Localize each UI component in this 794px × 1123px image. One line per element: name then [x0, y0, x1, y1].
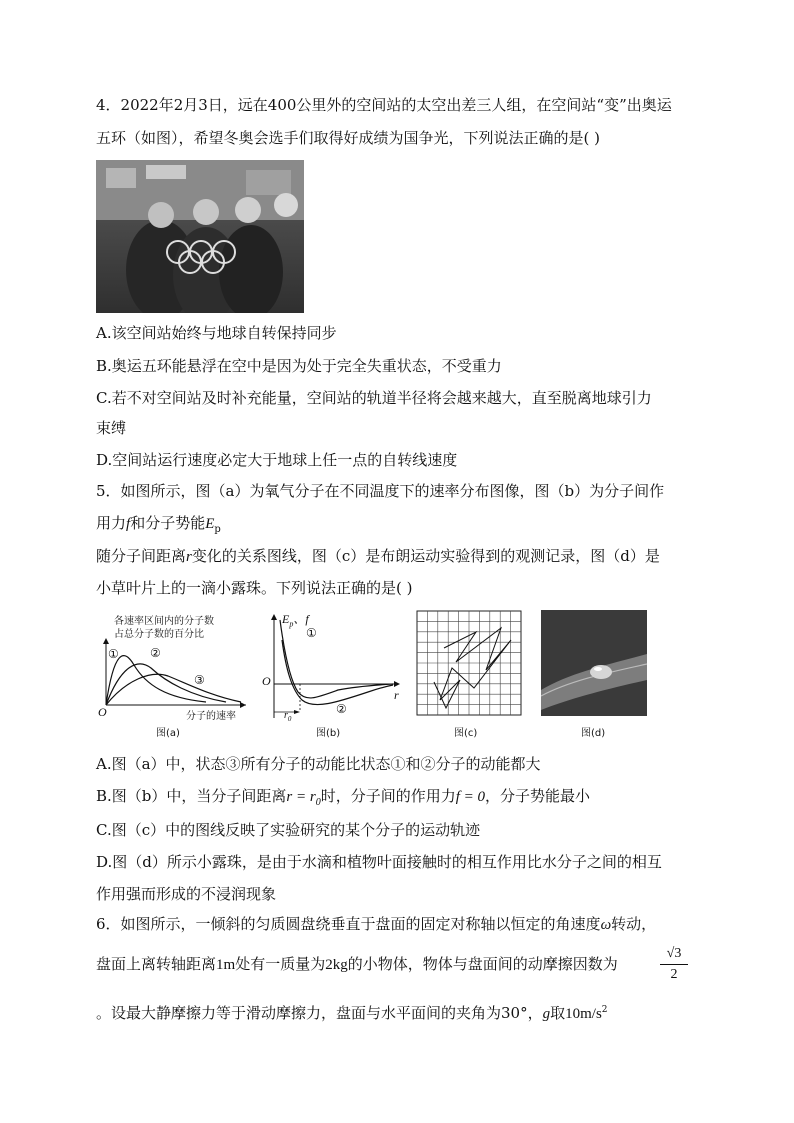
figure-a-curve-label-1: ① — [108, 647, 119, 661]
q5-stem-line1: 5．如图所示，图（a）为氧气分子在不同温度下的速率分布图像，图（b）为分子间作 — [96, 482, 665, 500]
fraction-numerator: √3 — [660, 944, 688, 965]
figure-a — [96, 610, 256, 740]
space-station-photo — [96, 160, 304, 313]
q6-stem-line2: 盘面上离转轴距离1m处有一质量为2kg的小物体，物体与盘面间的动摩擦因数为 — [96, 955, 618, 973]
figure-a-ylabel-line1: 各速率区间内的分子数 — [114, 616, 214, 627]
q4-option-a: A.该空间站始终与地球自转保持同步 — [96, 324, 337, 342]
q5-option-d-line1: D.图（d）所示小露珠，是由于水滴和植物叶面接触时的相互作用比水分子之间的相互 — [96, 853, 662, 871]
figure-b-caption: 图(b) — [316, 728, 341, 739]
figure-b-curve-label-1: ① — [306, 626, 317, 640]
figure-b — [258, 610, 408, 740]
q5-option-c: C.图（c）中的图线反映了实验研究的某个分子的运动轨迹 — [96, 821, 481, 839]
figure-a-curve-label-2: ② — [150, 646, 161, 660]
q4-option-b: B.奥运五环能悬浮在空中是因为处于完全失重状态，不受重力 — [96, 357, 502, 375]
figure-a-xlabel: 分子的速率 — [186, 711, 236, 722]
q6-stem-line3: 。设最大静摩擦力等于滑动摩擦力，盘面与水平面间的夹角为30°，g取$10m/s^2$ — [96, 1004, 608, 1022]
figure-d — [541, 610, 647, 740]
q5-option-a: A.图（a）中，状态③所有分子的动能比状态①和②分子的动能都大 — [96, 755, 541, 773]
q5-option-d-line2: 作用强而形成的不浸润现象 — [96, 885, 277, 903]
q4-option-c-line2: 束缚 — [96, 419, 127, 437]
q5-stem-line3: 随分子间距离r变化的关系图线，图（c）是布朗运动实验得到的观测记录，图（d）是 — [96, 547, 660, 565]
figure-b-origin: O — [262, 674, 271, 688]
figure-a-ylabel-line2: 占总分子数的百分比 — [114, 629, 204, 640]
q4-option-d: D.空间站运行速度必定大于地球上任一点的自转线速度 — [96, 451, 458, 469]
figure-b-ylabel: $E_p$、f — [282, 612, 309, 629]
q5-option-b: B.图（b）中，当分子间距离$r = r_0$时，分子间的作用力f = 0，分子势能最小 — [96, 787, 591, 808]
figure-b-curve-label-2: ② — [336, 702, 347, 716]
fraction-denominator: 2 — [670, 967, 678, 982]
q6-stem-line1: 6．如图所示，一倾斜的匀质圆盘绕垂直于盘面的固定对称轴以恒定的角速度ω转动， — [96, 915, 657, 933]
figure-b-r0-label: $r_0$ — [284, 710, 292, 723]
figure-a-curve-label-3: ③ — [194, 673, 205, 687]
q4-stem-line2: 五环（如图），希望冬奥会选手们取得好成绩为国争光，下列说法正确的是( ) — [96, 129, 600, 147]
figure-c-caption: 图(c) — [454, 728, 478, 739]
figure-a-caption: 图(a) — [156, 728, 180, 739]
q5-stem-line4: 小草叶片上的一滴小露珠。下列说法正确的是( ) — [96, 579, 413, 597]
q5-stem-line2: 用力f和分子势能$E_p$ — [96, 514, 221, 535]
q4-stem-line1: 4．2022年2月3日，远在400公里外的空间站的太空出差三人组，在空间站“变”出奥运 — [96, 96, 672, 114]
q4-option-c-line1: C.若不对空间站及时补充能量，空间站的轨道半径将会越来越大，直至脱离地球引力 — [96, 389, 652, 407]
figure-d-caption: 图(d) — [581, 728, 606, 739]
friction-coefficient-fraction — [660, 944, 688, 985]
figure-c — [416, 610, 522, 740]
figure-a-origin: O — [98, 705, 107, 719]
figure-b-xlabel: r — [394, 688, 399, 702]
